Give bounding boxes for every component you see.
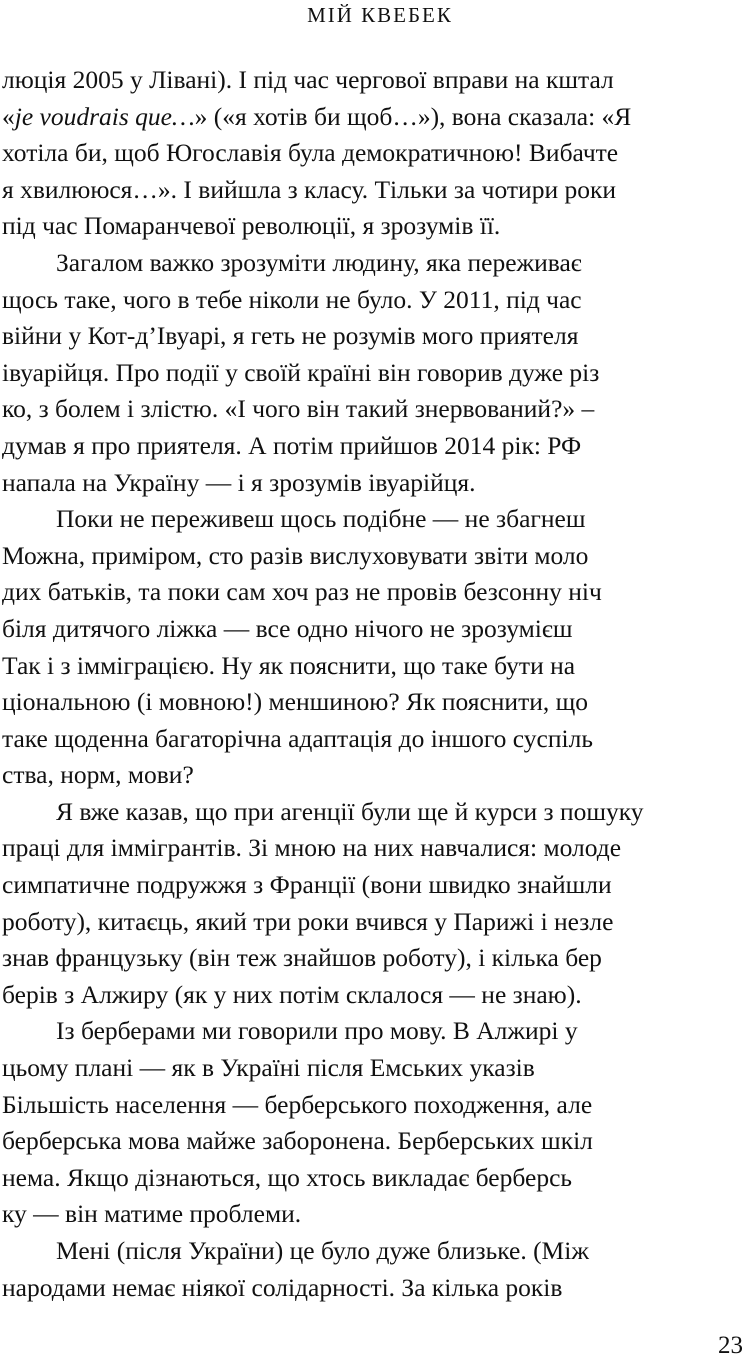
- text-line: Із берберами ми говорили про мову. В Алжирі у: [56, 1016, 578, 1046]
- text-line: Я вже казав, що при агенції були ще й курси з пошуку: [56, 796, 644, 826]
- text-line: берберська мова майже заборонена. Берберських шкіл: [2, 1126, 593, 1156]
- italic-phrase: je voudrais que…: [14, 101, 195, 131]
- body-text: [2, 62, 745, 1306]
- text-line: івуарійця. Про події у своїй країні він говорив дуже різ: [2, 357, 600, 387]
- text-line: ку — він матиме проблеми.: [2, 1199, 302, 1229]
- text-line: Так і з імміграцією. Ну як пояснити, що таке бути на: [2, 650, 576, 680]
- text-line: Можна, приміром, сто разів вислуховувати звіти моло: [2, 540, 589, 570]
- page-number: 23: [718, 1332, 743, 1359]
- text-line: [2, 99, 745, 136]
- text-line: Поки не переживеш щось подібне — не збагнеш: [56, 504, 586, 534]
- text-line: таке щоденна багаторічна адаптація до іншого суспіль: [2, 723, 593, 753]
- text-segment: » («я хотів би щоб…»), вона сказала: «Я: [194, 101, 632, 131]
- text-line: біля дитячого ліжка — все одно нічого не зрозумієш: [2, 613, 573, 643]
- text-line: Загалом важко зрозуміти людину, яка переживає: [56, 247, 582, 277]
- text-line: напала на Україну — і я зрозумів івуарійця.: [2, 467, 476, 497]
- text-line: думав я про приятеля. А потім прийшов 2014 рік: РФ: [2, 430, 582, 460]
- text-line: хотіла би, щоб Югославія була демократичною! Вибачте: [2, 138, 619, 168]
- text-segment: «: [2, 101, 15, 131]
- text-line: Мені (після України) це було дуже близьке. (Між: [56, 1236, 589, 1265]
- text-line: війни у Кот-д’Івуарі, я геть не розумів мого приятеля: [2, 321, 579, 351]
- text-line: щось таке, чого в тебе ніколи не було. У 2011, під час: [2, 284, 582, 314]
- text-line: народами немає ніякої солідарності. За кілька років: [2, 1272, 563, 1302]
- text-line: знав французьку (він теж знайшов роботу), і кілька бер: [2, 943, 602, 973]
- text-line: нема. Якщо дізнаються, що хтось викладає берберсь: [2, 1162, 573, 1192]
- text-line: цьому плані — як в Україні після Емських указів: [2, 1053, 535, 1083]
- text-line: берів з Алжиру (як у них потім склалося — не знаю).: [2, 979, 582, 1009]
- text-line: симпатичне подружжя з Франції (вони швидко знайшли: [2, 870, 612, 900]
- text-line: люція 2005 у Лівані). І під час чергової вправи на кштал: [2, 65, 614, 94]
- text-line: ства, норм, мови?: [2, 760, 194, 790]
- running-head: МІЙ КВЕБЕК: [307, 3, 453, 27]
- text-line: ко, з болем і злістю. «І чого він такий знервований?» –: [2, 394, 595, 424]
- text-line: праці для іммігрантів. Зі мною на них навчалися: молоде: [2, 833, 622, 863]
- text-line: дих батьків, та поки сам хоч раз не провів безсонну ніч: [2, 577, 602, 607]
- text-line: Більшість населення — берберського походження, але: [2, 1089, 593, 1119]
- text-line: роботу), китаєць, який три роки вчився у Парижі і незле: [2, 906, 614, 936]
- text-line: я хвилююся…». І вийшла з класу. Тільки за чотири роки: [2, 174, 617, 204]
- text-line: під час Помаранчевої революції, я зрозумів її.: [2, 211, 501, 241]
- text-line: ціональною (і мовною!) меншиною? Як пояснити, що: [2, 687, 589, 717]
